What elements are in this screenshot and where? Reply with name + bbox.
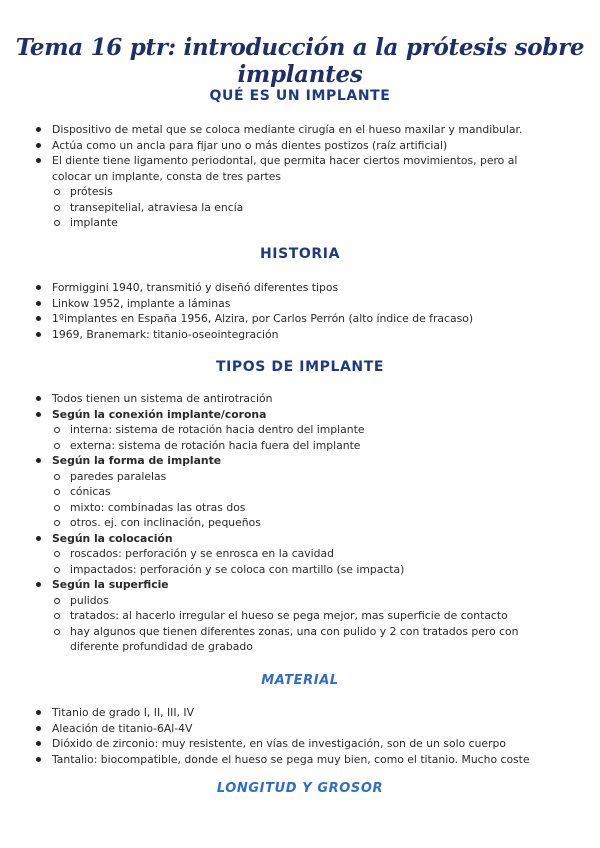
sub-list-item: otros. ej. con inclinación, pequeños: [32, 515, 550, 531]
sub-list-item: mixto: combinadas las otras dos: [32, 500, 550, 516]
sub-list-item: paredes paralelas: [32, 469, 550, 485]
section-heading-que-es: QUÉ ES UN IMPLANTE: [209, 88, 391, 104]
list-material: [32, 705, 550, 767]
section-heading-material: MATERIAL: [261, 673, 339, 688]
list-item: Según la forma de implante: [32, 453, 550, 469]
sub-list-item: implante: [32, 215, 550, 231]
list-item: 1ºimplantes en España 1956, Alzira, por Carlos Perrón (alto índice de fracaso): [32, 311, 550, 327]
list-item: 1969, Branemark: titanio-oseointegración: [32, 327, 550, 343]
sub-list-item: impactados: perforación y se coloca con martillo (se impacta): [32, 562, 550, 578]
list-item: Según la conexión implante/corona: [32, 407, 550, 423]
section-heading-historia: HISTORIA: [259, 246, 341, 262]
list-item: Actúa como un ancla para fijar uno o más dientes postizos (raíz artificial): [32, 138, 550, 154]
section-heading-tipos: TIPOS DE IMPLANTE: [215, 359, 385, 375]
sub-list-item: transepitelial, atraviesa la encía: [32, 200, 550, 216]
list-item: Aleación de titanio-6Al-4V: [32, 721, 550, 737]
list-item: Formiggini 1940, transmitió y diseñó diferentes tipos: [32, 280, 550, 296]
list-item: Linkow 1952, implante a láminas: [32, 296, 550, 312]
list-item: Según la superficie: [32, 577, 550, 593]
list-item: El diente tiene ligamento periodontal, que permita hacer ciertos movimientos, pero al colocar un implante, consta de tres partes: [32, 153, 550, 184]
sub-list-item: hay algunos que tienen diferentes zonas, una con pulido y 2 con tratados pero con diferente profundidad de grabado: [32, 624, 550, 655]
sub-list-item: cónicas: [32, 484, 550, 500]
sub-list-item: prótesis: [32, 184, 550, 200]
list-historia: [32, 280, 550, 342]
list-item: Dióxido de zirconio: muy resistente, en vías de investigación, son de un solo cuerpo: [32, 736, 550, 752]
list-item: Titanio de grado I, II, III, IV: [32, 705, 550, 721]
sub-list-item: pulidos: [32, 593, 550, 609]
sub-list-item: roscados: perforación y se enrosca en la cavidad: [32, 546, 550, 562]
sub-list-item: externa: sistema de rotación hacia fuera del implante: [32, 438, 550, 454]
sub-list-item: interna: sistema de rotación hacia dentro del implante: [32, 422, 550, 438]
page-title: Tema 16 ptr: introducción a la prótesis sobre implantes: [15, 34, 585, 88]
section-heading-longitud: LONGITUD Y GROSOR: [216, 781, 384, 796]
list-item: Dispositivo de metal que se coloca mediante cirugía en el hueso maxilar y mandibular.: [32, 122, 550, 138]
list-item: Todos tienen un sistema de antirotración: [32, 391, 550, 407]
list-item: Tantalio: biocompatible, donde el hueso se pega muy bien, como el titanio. Mucho coste: [32, 752, 550, 768]
list-tipos: [32, 391, 550, 655]
list-item: Según la colocación: [32, 531, 550, 547]
sub-list-item: tratados: al hacerlo irregular el hueso se pega mejor, mas superficie de contacto: [32, 608, 550, 624]
list-que-es: [32, 122, 550, 231]
